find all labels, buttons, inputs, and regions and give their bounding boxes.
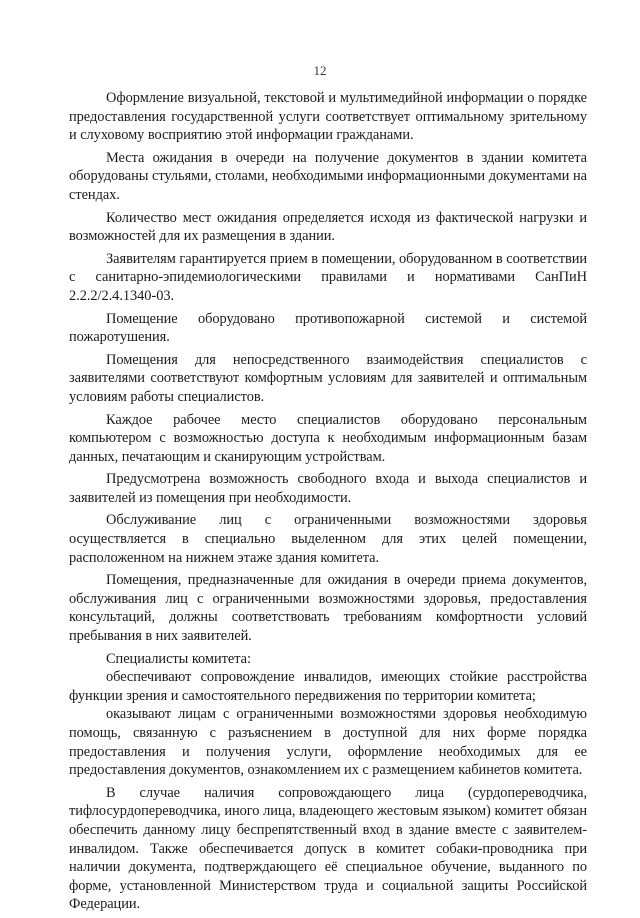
paragraph-waiting-places: Места ожидания в очереди на получение документов в здании комитета оборудованы стульями, столами, необходимыми информационными документами на стендах. xyxy=(69,149,587,203)
document-body xyxy=(69,89,587,918)
paragraph-staff-assistance: оказывают лицам с ограниченными возможностями здоровья необходимую помощь, связанную с разъяснением в доступной для них форме порядка предоставления и получения услуги, оформление необходимых для ее предоставления документов, ознакомлением их с размещением кабинетов комитета. xyxy=(69,706,587,779)
page-number: 12 xyxy=(313,63,327,78)
paragraph-waiting-capacity: Количество мест ожидания определяется исходя из фактической нагрузки и возможностей для их размещения в здании. xyxy=(69,209,587,245)
paragraph-staff-heading: Специалисты комитета: xyxy=(106,650,251,667)
paragraph-disabled-service: Обслуживание лиц с ограниченными возможностями здоровья осуществляется в специально выделенном для этих целей помещении, расположенном на нижнем этаже здания комитета. xyxy=(69,512,587,566)
paragraph-interaction-rooms: Помещения для непосредственного взаимодействия специалистов с заявителями соответствуют комфортным условиям для заявителей и оптимальным условиям работы специалистов. xyxy=(69,351,587,405)
paragraph-staff-escort: обеспечивают сопровождение инвалидов, имеющих стойкие расстройства функции зрения и самостоятельного передвижения по территории комитета; xyxy=(69,669,587,704)
paragraph-room-requirements: Помещения, предназначенные для ожидания в очереди приема документов, обслуживания лиц с ограниченными возможностями здоровья, предоставления консультаций, должны соответствовать требованиям комфортности условий пребывания в них заявителей. xyxy=(69,572,587,645)
paragraph-workplaces: Каждое рабочее место специалистов оборудовано персональным компьютером с возможностью доступа к необходимым информационным базам данных, печатающим и сканирующим устройствам. xyxy=(69,411,587,465)
paragraph-free-access: Предусмотрена возможность свободного входа и выхода специалистов и заявителей из помещения при необходимости. xyxy=(69,471,587,506)
paragraph-companion-access: В случае наличия сопровождающего лица (сурдопереводчика, тифлосурдопереводчика, иного лица, владеющего жестовым языком) комитет обязан обеспечить данному лицу беспрепятственный вход в здание вместе с заявителем-инвалидом. Также обеспечивается допуск в комитет собаки-проводника при наличии документа, подтверждающего её специальное обучение, выданного по форме, установленной Министерством труда и социальной защиты Российской Федерации. xyxy=(69,784,587,913)
paragraph-information-design: Оформление визуальной, текстовой и мультимедийной информации о порядке предоставления государственной услуги соответствует оптимальному зрительному и слуховому восприятию этой информации гражданами. xyxy=(69,90,587,144)
paragraph-sanitary-rules: Заявителям гарантируется прием в помещении, оборудованном в соответствии с санитарно-эпидемиологическими правилами и нормативами СанПиН 2.2.2/2.4.1340-03. xyxy=(69,250,587,304)
paragraph-fire-system: Помещение оборудовано противопожарной системой и системой пожаротушения. xyxy=(69,310,587,346)
